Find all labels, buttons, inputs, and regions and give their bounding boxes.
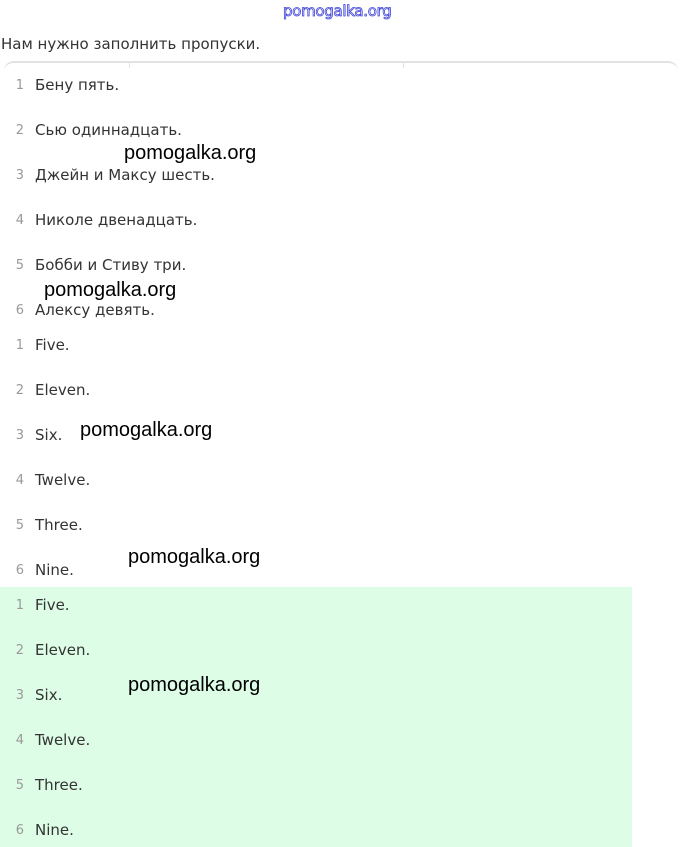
line-text: Five. xyxy=(35,336,70,354)
line-number: 1 xyxy=(15,77,24,93)
list-item xyxy=(0,300,155,320)
watermark: pomogalka.org xyxy=(124,142,257,164)
line-number: 5 xyxy=(15,257,24,273)
line-text: Six. xyxy=(35,426,63,444)
line-text: Сью одиннадцать. xyxy=(35,121,182,139)
line-text: Джейн и Максу шесть. xyxy=(35,166,215,184)
line-text: Eleven. xyxy=(35,381,91,399)
list-item xyxy=(0,380,90,400)
line-text: Nine. xyxy=(35,821,74,839)
card-divider xyxy=(403,62,404,68)
line-number: 2 xyxy=(15,642,24,658)
line-text: Three. xyxy=(35,776,83,794)
line-number: 1 xyxy=(15,597,24,613)
line-text: Five. xyxy=(35,596,70,614)
list-item xyxy=(0,335,70,355)
line-number: 5 xyxy=(15,517,24,533)
line-text: Three. xyxy=(35,516,83,534)
line-number: 6 xyxy=(15,562,24,578)
line-text: Алексу девять. xyxy=(35,301,155,319)
list-item xyxy=(0,820,74,840)
list-item xyxy=(0,775,83,795)
intro-text: Нам нужно заполнить пропуски. xyxy=(1,35,261,53)
watermark: pomogalka.org xyxy=(44,279,177,301)
list-item xyxy=(0,120,182,140)
line-text: Twelve. xyxy=(35,471,91,489)
line-text: Николе двенадцать. xyxy=(35,211,198,229)
line-text: Nine. xyxy=(35,561,74,579)
watermark: pomogalka.org xyxy=(128,546,261,568)
line-text: Twelve. xyxy=(35,731,91,749)
line-number: 6 xyxy=(15,822,24,838)
line-text: Six. xyxy=(35,686,63,704)
list-item xyxy=(0,685,62,705)
list-item xyxy=(0,470,90,490)
line-text: Бобби и Стиву три. xyxy=(35,256,187,274)
list-item xyxy=(0,515,83,535)
list-item xyxy=(0,560,74,580)
list-item xyxy=(0,75,119,95)
line-number: 6 xyxy=(15,302,24,318)
site-logo[interactable]: pomogalka.org xyxy=(283,2,392,20)
card-divider xyxy=(129,62,130,68)
list-item xyxy=(0,255,186,275)
list-item xyxy=(0,730,90,750)
line-number: 4 xyxy=(15,472,24,488)
line-number: 4 xyxy=(15,732,24,748)
list-item xyxy=(0,210,197,230)
line-number: 4 xyxy=(15,212,24,228)
watermark: pomogalka.org xyxy=(80,419,213,441)
list-item xyxy=(0,640,90,660)
card-top-border xyxy=(4,61,678,73)
line-number: 1 xyxy=(15,337,24,353)
line-number: 3 xyxy=(15,687,24,703)
line-number: 3 xyxy=(15,427,24,443)
watermark: pomogalka.org xyxy=(128,674,261,696)
line-number: 5 xyxy=(15,777,24,793)
answer-panel xyxy=(0,587,632,847)
list-item xyxy=(0,165,215,185)
list-item xyxy=(0,595,70,615)
line-number: 3 xyxy=(15,167,24,183)
list-item xyxy=(0,425,62,445)
line-text: Eleven. xyxy=(35,641,91,659)
line-number: 2 xyxy=(15,382,24,398)
line-number: 2 xyxy=(15,122,24,138)
line-text: Бену пять. xyxy=(35,76,120,94)
